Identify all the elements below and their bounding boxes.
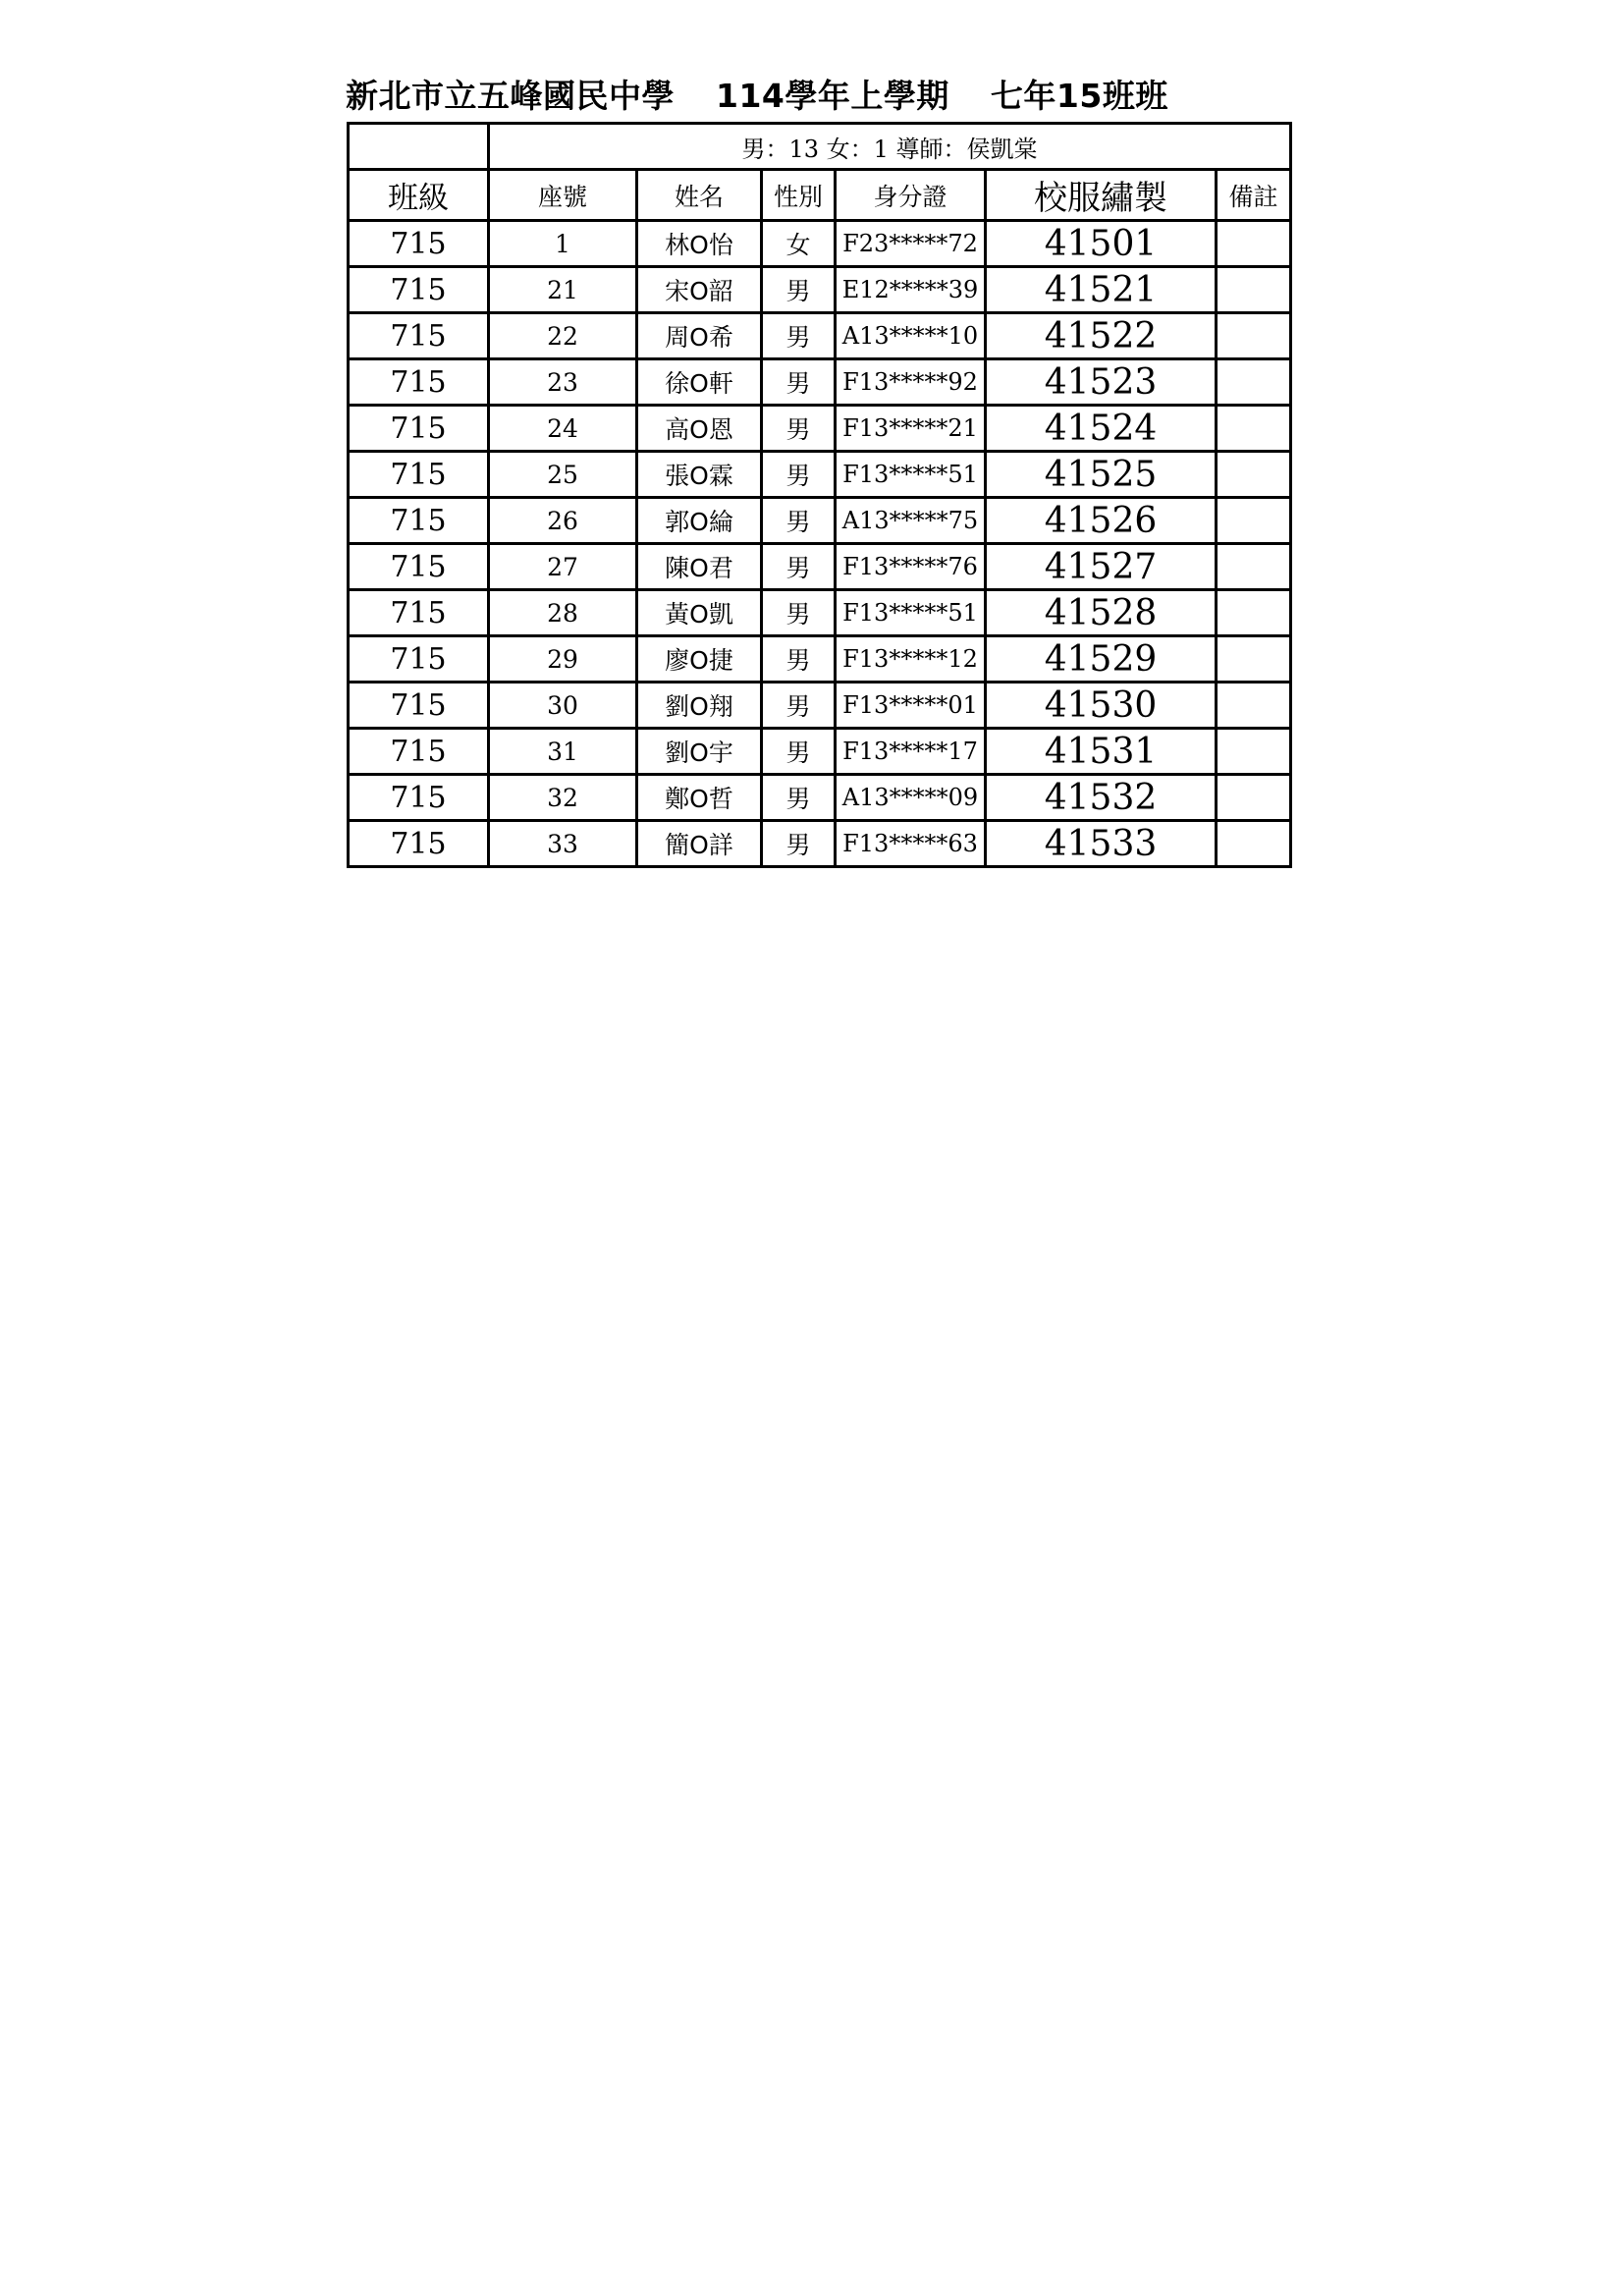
- cell-id: F13*****63: [836, 821, 986, 867]
- cell-seat: 24: [489, 406, 637, 452]
- cell-gender: 男: [762, 683, 836, 729]
- cell-gender: 女: [762, 221, 836, 267]
- cell-class: 715: [349, 267, 489, 313]
- table-row: [349, 775, 1291, 821]
- cell-gender: 男: [762, 590, 836, 636]
- table-row: [349, 221, 1291, 267]
- cell-seat: 22: [489, 313, 637, 359]
- table-row: [349, 636, 1291, 683]
- cell-seat: 31: [489, 729, 637, 775]
- header-row: [349, 170, 1291, 221]
- cell-name: 林O怡: [637, 221, 762, 267]
- cell-uniform: 41529: [986, 636, 1217, 683]
- table-row: [349, 821, 1291, 867]
- cell-seat: 23: [489, 359, 637, 406]
- cell-gender: 男: [762, 498, 836, 544]
- cell-class: 715: [349, 498, 489, 544]
- cell-name: 廖O捷: [637, 636, 762, 683]
- cell-id: F13*****92: [836, 359, 986, 406]
- cell-uniform: 41522: [986, 313, 1217, 359]
- header-gender: 性別: [762, 170, 836, 221]
- table-row: [349, 452, 1291, 498]
- cell-uniform: 41523: [986, 359, 1217, 406]
- cell-uniform: 41501: [986, 221, 1217, 267]
- cell-gender: 男: [762, 821, 836, 867]
- cell-remark: [1217, 498, 1291, 544]
- cell-remark: [1217, 221, 1291, 267]
- cell-uniform: 41531: [986, 729, 1217, 775]
- cell-id: A13*****10: [836, 313, 986, 359]
- cell-name: 徐O軒: [637, 359, 762, 406]
- cell-class: 715: [349, 359, 489, 406]
- header-name: 姓名: [637, 170, 762, 221]
- cell-name: 劉O翔: [637, 683, 762, 729]
- cell-class: 715: [349, 636, 489, 683]
- cell-uniform: 41533: [986, 821, 1217, 867]
- cell-remark: [1217, 267, 1291, 313]
- table-row: [349, 359, 1291, 406]
- cell-gender: 男: [762, 729, 836, 775]
- cell-id: F13*****76: [836, 544, 986, 590]
- cell-remark: [1217, 775, 1291, 821]
- cell-class: 715: [349, 313, 489, 359]
- table-row: [349, 683, 1291, 729]
- cell-seat: 28: [489, 590, 637, 636]
- cell-seat: 21: [489, 267, 637, 313]
- cell-id: F13*****51: [836, 590, 986, 636]
- cell-uniform: 41530: [986, 683, 1217, 729]
- cell-remark: [1217, 729, 1291, 775]
- header-seat: 座號: [489, 170, 637, 221]
- cell-name: 簡O詳: [637, 821, 762, 867]
- cell-remark: [1217, 313, 1291, 359]
- header-uniform: 校服繡製: [986, 170, 1217, 221]
- cell-gender: 男: [762, 313, 836, 359]
- cell-remark: [1217, 406, 1291, 452]
- table-row: [349, 313, 1291, 359]
- cell-gender: 男: [762, 452, 836, 498]
- cell-class: 715: [349, 821, 489, 867]
- cell-uniform: 41532: [986, 775, 1217, 821]
- cell-id: F23*****72: [836, 221, 986, 267]
- table-row: [349, 590, 1291, 636]
- page-title: [346, 75, 1288, 118]
- school-name: 新北市立五峰國民中學: [346, 77, 675, 115]
- cell-class: 715: [349, 452, 489, 498]
- table-row: [349, 544, 1291, 590]
- cell-class: 715: [349, 590, 489, 636]
- cell-class: 715: [349, 544, 489, 590]
- table-row: [349, 406, 1291, 452]
- cell-id: F13*****21: [836, 406, 986, 452]
- cell-class: 715: [349, 775, 489, 821]
- cell-name: 宋O韶: [637, 267, 762, 313]
- cell-uniform: 41528: [986, 590, 1217, 636]
- cell-uniform: 41521: [986, 267, 1217, 313]
- cell-seat: 29: [489, 636, 637, 683]
- cell-name: 郭O綸: [637, 498, 762, 544]
- cell-name: 鄭O哲: [637, 775, 762, 821]
- summary-row: [349, 124, 1291, 170]
- cell-id: F13*****17: [836, 729, 986, 775]
- cell-id: F13*****51: [836, 452, 986, 498]
- cell-gender: 男: [762, 359, 836, 406]
- cell-name: 周O希: [637, 313, 762, 359]
- semester: 114學年上學期: [716, 77, 949, 115]
- cell-name: 黃O凱: [637, 590, 762, 636]
- cell-seat: 32: [489, 775, 637, 821]
- cell-remark: [1217, 359, 1291, 406]
- cell-name: 陳O君: [637, 544, 762, 590]
- class-name: 七年15班班: [990, 77, 1168, 115]
- summary-cell: 男：13 女：1 導師：侯凱棠: [489, 124, 1291, 170]
- cell-name: 劉O宇: [637, 729, 762, 775]
- cell-gender: 男: [762, 636, 836, 683]
- cell-remark: [1217, 636, 1291, 683]
- roster-table: [347, 122, 1292, 868]
- cell-gender: 男: [762, 544, 836, 590]
- cell-uniform: 41527: [986, 544, 1217, 590]
- cell-remark: [1217, 821, 1291, 867]
- cell-seat: 30: [489, 683, 637, 729]
- cell-seat: 33: [489, 821, 637, 867]
- cell-class: 715: [349, 683, 489, 729]
- cell-id: F13*****01: [836, 683, 986, 729]
- cell-seat: 26: [489, 498, 637, 544]
- cell-remark: [1217, 452, 1291, 498]
- cell-uniform: 41524: [986, 406, 1217, 452]
- cell-uniform: 41525: [986, 452, 1217, 498]
- table-row: [349, 267, 1291, 313]
- cell-class: 715: [349, 221, 489, 267]
- cell-seat: 1: [489, 221, 637, 267]
- cell-id: E12*****39: [836, 267, 986, 313]
- table-row: [349, 498, 1291, 544]
- cell-name: 張O霖: [637, 452, 762, 498]
- cell-name: 高O恩: [637, 406, 762, 452]
- cell-uniform: 41526: [986, 498, 1217, 544]
- cell-seat: 27: [489, 544, 637, 590]
- cell-id: A13*****75: [836, 498, 986, 544]
- header-id: 身分證: [836, 170, 986, 221]
- cell-class: 715: [349, 729, 489, 775]
- summary-blank-cell: [349, 124, 489, 170]
- cell-gender: 男: [762, 775, 836, 821]
- cell-id: A13*****09: [836, 775, 986, 821]
- cell-gender: 男: [762, 267, 836, 313]
- cell-id: F13*****12: [836, 636, 986, 683]
- cell-remark: [1217, 544, 1291, 590]
- cell-remark: [1217, 590, 1291, 636]
- header-remark: 備註: [1217, 170, 1291, 221]
- cell-seat: 25: [489, 452, 637, 498]
- cell-class: 715: [349, 406, 489, 452]
- cell-remark: [1217, 683, 1291, 729]
- cell-gender: 男: [762, 406, 836, 452]
- header-class: 班級: [349, 170, 489, 221]
- table-row: [349, 729, 1291, 775]
